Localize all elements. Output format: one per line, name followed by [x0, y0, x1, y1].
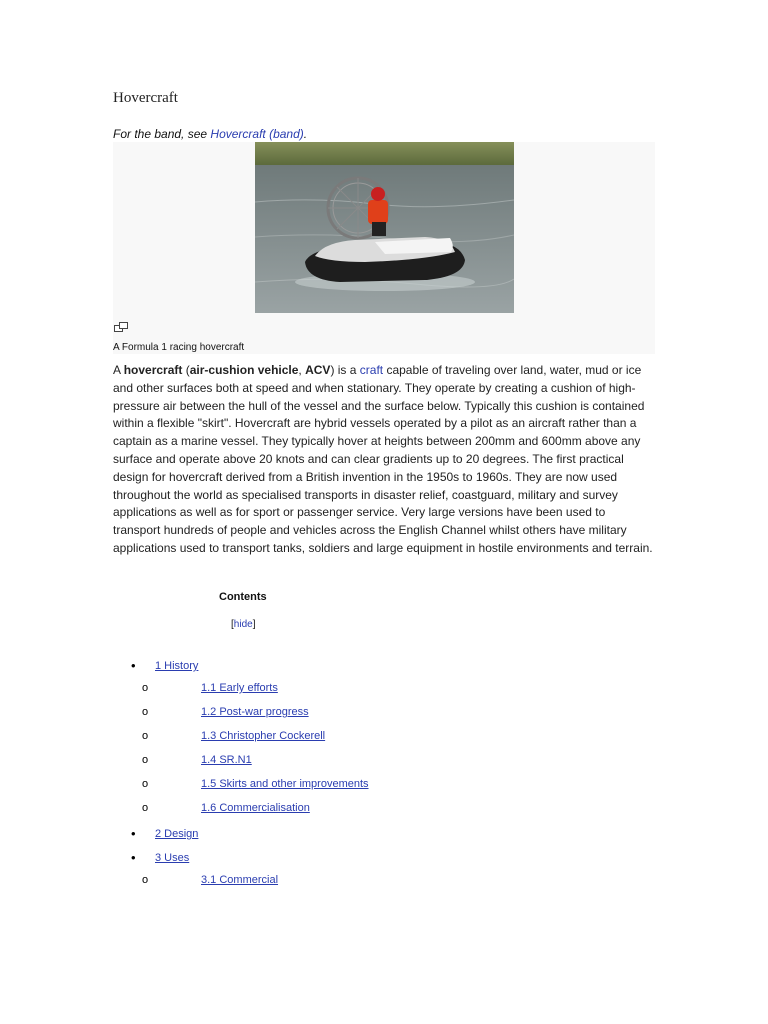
hovercraft-photo[interactable]: [255, 142, 514, 313]
hatnote-suffix: .: [303, 127, 308, 141]
term-hovercraft: hovercraft: [123, 363, 183, 377]
toc-link-design[interactable]: 2 Design: [155, 828, 199, 840]
toc-link-early-efforts[interactable]: 1.1 Early efforts: [201, 682, 278, 694]
body-text-4: ) is a: [330, 363, 360, 377]
body-text-1: A: [113, 363, 124, 377]
toc-link-commercial[interactable]: 3.1 Commercial: [201, 874, 279, 886]
toc-bullet: •: [131, 658, 136, 673]
toc-bullet: o: [142, 682, 149, 694]
toc-link-uses[interactable]: 3 Uses: [155, 852, 190, 864]
body-text-3: ,: [298, 363, 306, 377]
figure-thumbnail: [113, 142, 655, 354]
body-text-5: capable of traveling over land, water, mud or ice and other surfaces both at speed and when stationary. They operate by creating a cushion of high-pressure air between the hull of the vessel and the surface below. Typically this cushion is contained within a flexible "skirt". Hovercraft are hybrid vessels operated by a pilot as an aircraft rather than a captain as a marine vessel. They typically hover at heights between 200mm and 600mm above any surface and operate above 20 knots and can clear gradients up to 20 degrees. The first practical design for hovercraft derived from a British invention in the 1950s to 1960s. They are now used throughout the world as specialised transports in disaster relief, coastguard, military and survey applications as well as for sport or passenger service. Very large versions have been used to transport hundreds of people and vehicles across the English Channel whilst others have military applications used to transport tanks, soldiers and large equipment in hostile environments and terrain.: [113, 363, 653, 555]
toc-bullet: o: [142, 874, 149, 886]
toc-title: Contents: [219, 591, 267, 603]
toc-bullet: •: [131, 826, 136, 841]
toc-bullet: o: [142, 706, 149, 718]
toc-link-history[interactable]: 1 History: [155, 660, 199, 672]
craft-link[interactable]: craft: [359, 363, 384, 377]
term-air-cushion-vehicle: air-cushion vehicle: [189, 363, 299, 377]
intro-paragraph: [113, 362, 655, 558]
toc-link-post-war-progress[interactable]: 1.2 Post-war progress: [201, 706, 309, 718]
toc-link-sr-n1[interactable]: 1.4 SR.N1: [201, 754, 252, 766]
toc-bullet: o: [142, 778, 149, 790]
toc-link-commercialisation[interactable]: 1.6 Commercialisation: [201, 802, 310, 814]
figure-caption: A Formula 1 racing hovercraft: [113, 342, 245, 353]
toc-hide-close: ]: [252, 619, 256, 630]
toc-hide-toggle: [231, 619, 255, 630]
toc-hide-link[interactable]: hide: [233, 619, 253, 630]
body-text-2: (: [182, 363, 190, 377]
toc-hide-open: [: [231, 619, 234, 630]
toc-bullet: •: [131, 850, 136, 865]
hatnote-prefix: For the band, see: [113, 127, 211, 141]
term-acv: ACV: [305, 363, 331, 377]
page-title: Hovercraft: [113, 90, 178, 106]
toc-bullet: o: [142, 754, 149, 766]
toc-link-skirts[interactable]: 1.5 Skirts and other improvements: [201, 778, 369, 790]
toc-bullet: o: [142, 802, 149, 814]
hatnote: [113, 127, 307, 141]
toc-link-christopher-cockerell[interactable]: 1.3 Christopher Cockerell: [201, 730, 326, 742]
hatnote-link[interactable]: Hovercraft (band): [210, 127, 304, 141]
enlarge-icon[interactable]: [114, 322, 128, 332]
toc-bullet: o: [142, 730, 149, 742]
